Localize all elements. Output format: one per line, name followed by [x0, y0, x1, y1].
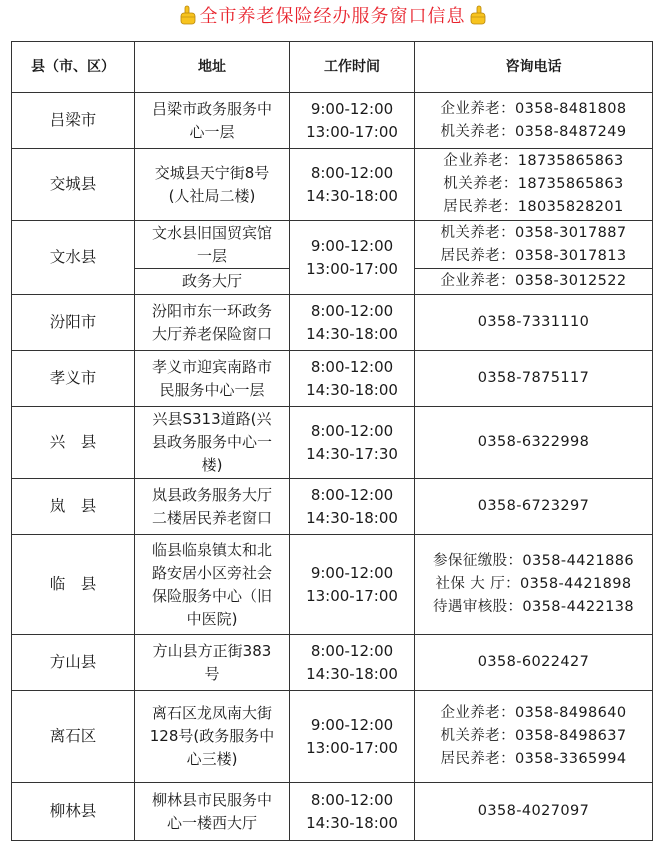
address-cell-line: 柳林县市民服务中	[151, 790, 272, 809]
address-cell-line: (人社局二楼)	[168, 186, 256, 205]
page-title	[0, 0, 665, 30]
address-cell	[135, 269, 290, 295]
address-cell-line: 兴县S313道路(兴	[152, 410, 272, 428]
address-cell-line: 心一层	[189, 122, 235, 141]
table-row	[12, 407, 653, 479]
hours-cell	[290, 351, 415, 407]
address-cell-line: 二楼居民养老窗口	[151, 508, 272, 527]
phone-cell-line: 居民养老：0358-3017813	[440, 247, 627, 264]
phone-cell-line: 待遇审核股：0358-4422138	[433, 599, 634, 615]
hours-cell	[290, 783, 415, 841]
address-cell	[135, 691, 290, 783]
hours-cell-line: 13:00-17:00	[306, 738, 398, 757]
address-cell-line: 民服务中心一层	[159, 380, 265, 399]
address-cell-line: 县政务服务中心一	[151, 433, 272, 451]
title-text: 全市养老保险经办服务窗口信息	[199, 6, 466, 27]
table-row	[12, 635, 653, 691]
address-cell-line: 临县临泉镇太和北	[151, 540, 272, 559]
table-row	[12, 535, 653, 635]
hours-cell	[290, 221, 415, 295]
phone-cell	[415, 783, 653, 841]
address-cell-line: 文水县旧国贸宾馆	[151, 223, 272, 242]
county-cell: 离石区	[12, 691, 135, 783]
address-cell	[135, 407, 290, 479]
phone-cell-line: 企业养老：18735865863	[443, 153, 624, 169]
pointing-hand-icon	[179, 5, 197, 25]
table-row	[12, 295, 653, 351]
phone-cell-line: 机关养老：0358-8487249	[440, 123, 627, 140]
address-cell	[135, 149, 290, 221]
address-cell	[135, 635, 290, 691]
address-cell-line: 汾阳市东一环政务	[151, 301, 272, 320]
phone-cell	[415, 269, 653, 295]
table-header-row	[12, 42, 653, 93]
phone-cell-line: 0358-7875117	[477, 370, 590, 386]
address-cell-line: 中医院)	[186, 609, 238, 628]
phone-cell	[415, 535, 653, 635]
hours-cell-line: 13:00-17:00	[306, 586, 398, 605]
address-cell-line: 方山县方正街383	[152, 641, 272, 660]
phone-cell-line: 0358-6022427	[477, 654, 590, 670]
hours-cell-line: 14:30-18:00	[306, 380, 398, 399]
hours-cell	[290, 93, 415, 149]
phone-cell-line: 参保征缴股：0358-4421886	[433, 553, 634, 569]
phone-cell	[415, 93, 653, 149]
hours-cell-line: 8:00-12:00	[310, 485, 394, 504]
hours-cell-line: 8:00-12:00	[310, 357, 394, 376]
address-cell-line: 楼)	[201, 456, 223, 474]
phone-cell-line: 居民养老：0358-3365994	[440, 751, 627, 767]
table-row	[12, 783, 653, 841]
hours-cell-line: 8:00-12:00	[310, 163, 394, 182]
hours-cell-line: 13:00-17:00	[306, 259, 398, 278]
county-cell: 汾阳市	[12, 295, 135, 351]
header-hours: 工作时间	[290, 42, 415, 93]
hours-cell	[290, 535, 415, 635]
address-cell	[135, 351, 290, 407]
address-cell	[135, 535, 290, 635]
phone-cell-line: 机关养老：0358-8498637	[440, 728, 627, 744]
phone-cell	[415, 149, 653, 221]
county-cell: 孝义市	[12, 351, 135, 407]
hours-cell-line: 14:30-18:00	[306, 186, 398, 205]
address-cell-line: 岚县政务服务大厅	[151, 485, 272, 504]
phone-cell	[415, 635, 653, 691]
hours-cell-line: 9:00-12:00	[310, 563, 394, 582]
hours-cell	[290, 407, 415, 479]
header-county: 县（市、区）	[12, 42, 135, 93]
table-row	[12, 691, 653, 783]
table-row	[12, 93, 653, 149]
phone-cell	[415, 351, 653, 407]
phone-cell-line: 企业养老：0358-3012522	[440, 273, 627, 289]
hours-cell	[290, 479, 415, 535]
address-cell	[135, 295, 290, 351]
address-cell-line: 128号(政务服务中	[149, 727, 275, 745]
phone-cell	[415, 407, 653, 479]
hours-cell-line: 14:30-18:00	[306, 813, 398, 832]
hours-cell-line: 8:00-12:00	[310, 641, 394, 660]
phone-cell	[415, 295, 653, 351]
address-cell-line: 心一楼西大厅	[166, 813, 257, 832]
address-cell-line: 孝义市迎宾南路市	[151, 357, 272, 376]
county-cell: 方山县	[12, 635, 135, 691]
address-cell-line: 政务大厅	[181, 272, 242, 290]
county-cell: 吕梁市	[12, 93, 135, 149]
address-cell-line: 交城县天宁街8号	[154, 163, 270, 182]
county-cell: 兴 县	[12, 407, 135, 479]
hours-cell-line: 13:00-17:00	[306, 122, 398, 141]
address-cell-line: 离石区龙凤南大街	[151, 704, 272, 722]
hours-cell	[290, 295, 415, 351]
phone-cell-line: 0358-4027097	[477, 803, 590, 819]
hours-cell-line: 9:00-12:00	[310, 99, 394, 118]
address-cell-line: 吕梁市政务服务中	[151, 99, 272, 118]
hours-cell-line: 8:00-12:00	[310, 301, 394, 320]
address-cell-line: 大厅养老保险窗口	[151, 324, 272, 343]
phone-cell-line: 居民养老：18035828201	[443, 199, 624, 215]
pointing-hand-icon	[469, 5, 487, 25]
header-address: 地址	[135, 42, 290, 93]
hours-cell	[290, 691, 415, 783]
phone-cell-line: 机关养老：18735865863	[443, 176, 624, 192]
address-cell-line: 心三楼)	[186, 750, 238, 768]
hours-cell-line: 9:00-12:00	[310, 715, 394, 734]
hours-cell	[290, 149, 415, 221]
hours-cell-line: 14:30-18:00	[306, 508, 398, 527]
table-row	[12, 149, 653, 221]
hours-cell-line: 8:00-12:00	[310, 421, 394, 440]
hours-cell-line: 14:30-17:30	[306, 444, 398, 463]
hours-cell-line: 9:00-12:00	[310, 236, 394, 255]
county-cell: 临 县	[12, 535, 135, 635]
address-cell-line: 号	[204, 664, 220, 683]
table-row	[12, 479, 653, 535]
address-cell	[135, 93, 290, 149]
hours-cell-line: 8:00-12:00	[310, 790, 394, 809]
county-cell: 岚 县	[12, 479, 135, 535]
hours-cell-line: 14:30-18:00	[306, 664, 398, 683]
phone-cell-line: 机关养老：0358-3017887	[440, 224, 627, 241]
phone-cell-line: 0358-6322998	[477, 434, 590, 450]
table-row	[12, 221, 653, 269]
header-phone: 咨询电话	[415, 42, 653, 93]
phone-cell-line: 社保 大 厅：0358-4421898	[435, 576, 632, 592]
table-row	[12, 351, 653, 407]
service-window-table	[11, 41, 653, 841]
address-cell	[135, 783, 290, 841]
hours-cell	[290, 635, 415, 691]
phone-cell-line: 企业养老：0358-8498640	[440, 705, 627, 721]
address-cell-line: 保险服务中心（旧	[151, 586, 272, 605]
phone-cell-line: 企业养老：0358-8481808	[440, 100, 627, 117]
county-cell: 柳林县	[12, 783, 135, 841]
hours-cell-line: 14:30-18:00	[306, 324, 398, 343]
county-cell: 交城县	[12, 149, 135, 221]
address-cell-line: 一层	[196, 246, 227, 265]
address-cell	[135, 221, 290, 269]
phone-cell-line: 0358-7331110	[477, 314, 590, 330]
phone-cell	[415, 691, 653, 783]
phone-cell	[415, 221, 653, 269]
address-cell	[135, 479, 290, 535]
phone-cell	[415, 479, 653, 535]
phone-cell-line: 0358-6723297	[477, 498, 590, 514]
address-cell-line: 路安居小区旁社会	[151, 563, 272, 582]
county-cell: 文水县	[12, 221, 135, 295]
